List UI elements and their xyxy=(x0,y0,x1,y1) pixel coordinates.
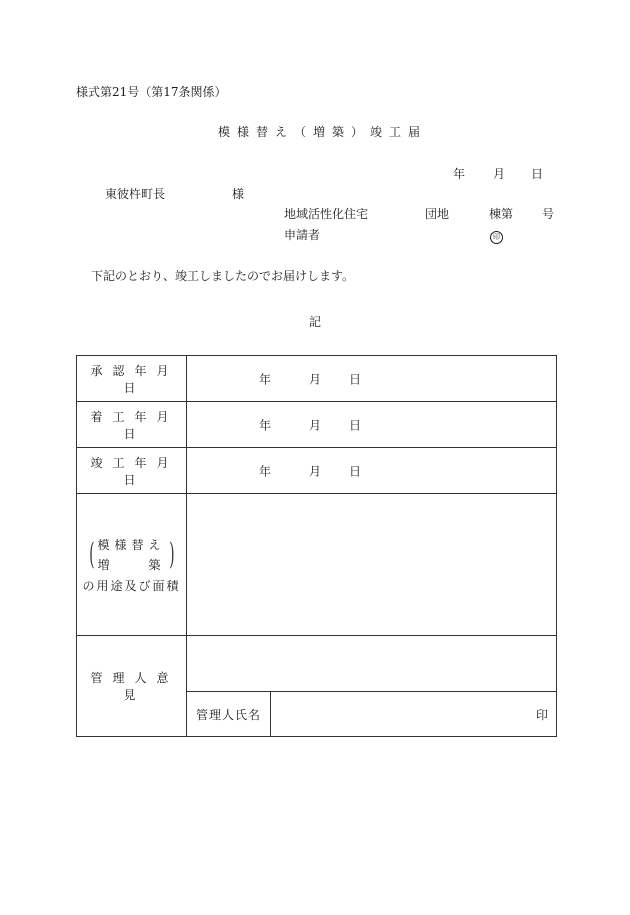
approval-month: 月 xyxy=(309,372,322,386)
approval-day: 日 xyxy=(349,372,362,386)
start-day: 日 xyxy=(349,418,362,432)
applicant-seal-mark xyxy=(490,227,503,244)
approval-year: 年 xyxy=(259,372,272,386)
building-label: 棟第 xyxy=(489,207,514,221)
purpose-line-2: 増 築 xyxy=(97,558,166,572)
completion-form-table xyxy=(76,355,557,737)
completion-date-field[interactable] xyxy=(187,448,557,494)
start-date-label: 着工年月日 xyxy=(77,402,187,448)
manager-name-field[interactable] xyxy=(271,692,557,737)
applicant-seal-icon: 印 xyxy=(490,231,503,244)
manager-opinion-field[interactable] xyxy=(187,636,557,692)
manager-opinion-label: 管理人意見 xyxy=(77,636,187,737)
completion-date-label: 竣工年月日 xyxy=(77,448,187,494)
addressee-honorific: 様 xyxy=(232,187,245,201)
date-day: 日 xyxy=(531,167,544,181)
manager-name-label: 管理人氏名 xyxy=(187,692,271,737)
completion-day: 日 xyxy=(349,464,362,478)
start-month: 月 xyxy=(309,418,322,432)
purpose-row xyxy=(77,494,557,636)
purpose-bracket xyxy=(77,535,186,575)
number-label: 号 xyxy=(542,207,555,221)
applicant-label: 申請者 xyxy=(284,228,321,242)
approval-date-field[interactable] xyxy=(187,356,557,402)
complex-label: 団地 xyxy=(425,207,450,221)
manager-seal-label: 印 xyxy=(535,707,548,722)
completion-year: 年 xyxy=(259,464,272,478)
ki-heading: 記 xyxy=(309,315,322,329)
approval-row xyxy=(77,356,557,402)
start-row xyxy=(77,402,557,448)
form-number: 様式第21号（第17条関係） xyxy=(76,85,227,99)
intro-text: 下記のとおり、竣工しましたのでお届けします。 xyxy=(91,269,355,283)
date-year: 年 xyxy=(453,167,466,181)
approval-date-label: 承認年月日 xyxy=(77,356,187,402)
purpose-label xyxy=(77,494,187,636)
purpose-line-1: 模様替え xyxy=(97,538,166,552)
housing-label: 地域活性化住宅 xyxy=(284,207,369,221)
right-bracket-icon: ) xyxy=(168,537,174,572)
date-month: 月 xyxy=(493,167,506,181)
start-year: 年 xyxy=(259,418,272,432)
manager-opinion-row xyxy=(77,636,557,692)
document-title: 模様替え（増築）竣工届 xyxy=(218,125,428,139)
left-bracket-icon: ( xyxy=(88,537,95,572)
purpose-field[interactable] xyxy=(187,494,557,636)
start-date-field[interactable] xyxy=(187,402,557,448)
completion-row xyxy=(77,448,557,494)
completion-month: 月 xyxy=(309,464,322,478)
addressee-name: 東彼杵町長 xyxy=(105,187,166,201)
purpose-line-3: の用途及び面積 xyxy=(82,579,181,593)
